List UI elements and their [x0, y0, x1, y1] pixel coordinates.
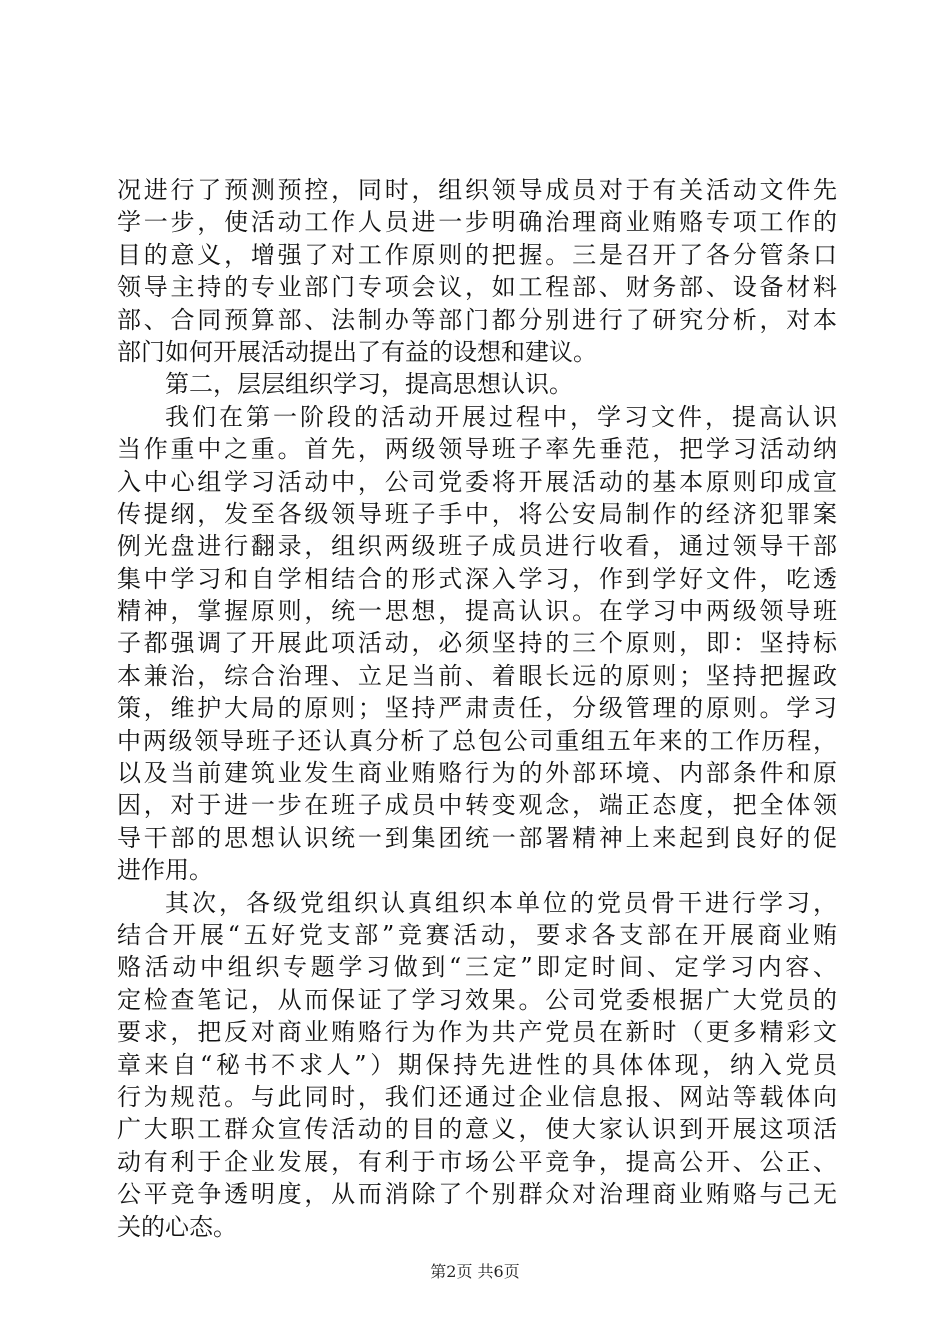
- page-number-footer: 第2页 共6页: [430, 1262, 520, 1281]
- text-line: 以及当前建筑业发生商业贿赂行为的外部环境、内部条件和原: [117, 759, 837, 788]
- text-line: 部、合同预算部、法制办等部门都分别进行了研究分析，对本: [117, 305, 837, 334]
- text-line: 动有利于企业发展，有利于市场公平竞争，提高公开、公正、: [117, 1147, 837, 1176]
- text-line: 中两级领导班子还认真分析了总包公司重组五年来的工作历程，: [117, 726, 837, 755]
- text-line: 学一步，使活动工作人员进一步明确治理商业贿赂专项工作的: [117, 208, 837, 237]
- text-line: 目的意义，增强了对工作原则的把握。三是召开了各分管条口: [117, 240, 837, 269]
- text-line: 定检查笔记，从而保证了学习效果。公司党委根据广大党员的: [117, 985, 837, 1014]
- text-line: 策，维护大局的原则；坚持严肃责任，分级管理的原则。学习: [117, 694, 837, 723]
- text-line: 本兼治，综合治理、立足当前、着眼长远的原则；坚持把握政: [117, 661, 837, 690]
- text-line: 传提纲，发至各级领导班子手中，将公安局制作的经济犯罪案: [117, 499, 837, 528]
- section-heading: 第二，层层组织学习，提高思想认识。: [165, 370, 573, 399]
- text-line: 当作重中之重。首先，两级领导班子率先垂范，把学习活动纳: [117, 435, 837, 464]
- text-line: 领导主持的专业部门专项会议，如工程部、财务部、设备材料: [117, 273, 837, 302]
- text-line: 子都强调了开展此项活动，必须坚持的三个原则，即：坚持标: [117, 629, 837, 658]
- text-line: 广大职工群众宣传活动的目的意义，使大家认识到开展这项活: [117, 1115, 837, 1144]
- text-line: 其次，各级党组织认真组织本单位的党员骨干进行学习，: [165, 888, 837, 917]
- text-line: 行为规范。与此同时，我们还通过企业信息报、网站等载体向: [117, 1082, 837, 1111]
- text-line: 集中学习和自学相结合的形式深入学习，作到学好文件，吃透: [117, 564, 837, 593]
- text-line: 章来自“秘书不求人”）期保持先进性的具体体现，纳入党员: [117, 1050, 837, 1079]
- text-line: 进作用。: [117, 856, 213, 885]
- text-line: 况进行了预测预控，同时，组织领导成员对于有关活动文件先: [117, 176, 837, 204]
- text-line: 结合开展“五好党支部”竞赛活动，要求各支部在开展商业贿: [117, 920, 837, 949]
- text-line: 赂活动中组织专题学习做到“三定”即定时间、定学习内容、: [117, 953, 837, 982]
- text-line: 公平竞争透明度，从而消除了个别群众对治理商业贿赂与己无: [117, 1180, 837, 1209]
- text-line: 关的心态。: [117, 1212, 237, 1241]
- text-line: 因，对于进一步在班子成员中转变观念，端正态度，把全体领: [117, 791, 837, 820]
- text-line: 入中心组学习活动中，公司党委将开展活动的基本原则印成宣: [117, 467, 837, 496]
- text-line: 导干部的思想认识统一到集团统一部署精神上来起到良好的促: [117, 823, 837, 852]
- text-line: 部门如何开展活动提出了有益的设想和建议。: [117, 337, 597, 366]
- text-line: 要求，把反对商业贿赂行为作为共产党员在新时（更多精彩文: [117, 1018, 837, 1047]
- document-body: [117, 174, 837, 1243]
- text-line: 精神，掌握原则，统一思想，提高认识。在学习中两级领导班: [117, 597, 837, 626]
- text-line: 例光盘进行翻录，组织两级班子成员进行收看，通过领导干部: [117, 532, 837, 561]
- text-line: 我们在第一阶段的活动开展过程中，学习文件，提高认识: [165, 402, 837, 431]
